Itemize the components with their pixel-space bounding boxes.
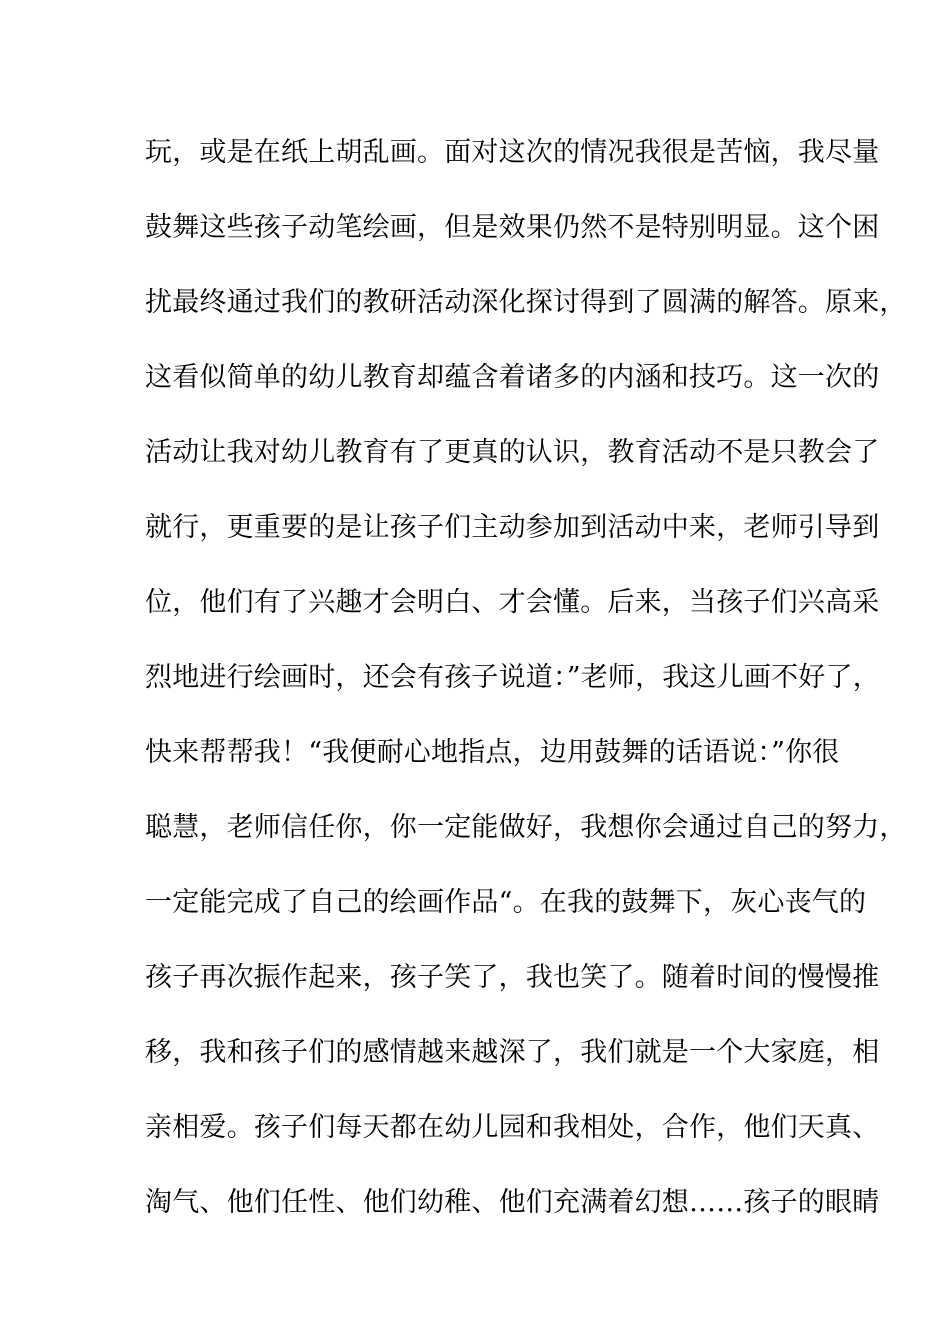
text-line: 这看似简单的幼儿教育却蕴含着诸多的内涵和技巧。这一次的: [145, 362, 880, 393]
text-line: 孩子再次振作起来，孩子笑了，我也笑了。随着时间的慢慢推: [145, 962, 880, 993]
text-line: 烈地进行绘画时，还会有孩子说道：”老师，我这儿画不好了，: [145, 662, 880, 693]
text-line: 位，他们有了兴趣才会明白、才会懂。后来，当孩子们兴高采: [145, 587, 880, 618]
body-text: [145, 128, 907, 1253]
text-line: 活动让我对幼儿教育有了更真的认识，教育活动不是只教会了: [145, 437, 880, 468]
text-line: 扰最终通过我们的教研活动深化探讨得到了圆满的解答。原来，: [145, 287, 907, 318]
text-line: 聪慧，老师信任你，你一定能做好，我想你会通过自己的努力，: [145, 812, 907, 843]
text-line: 移，我和孩子们的感情越来越深了，我们就是一个大家庭，相: [145, 1037, 880, 1068]
text-line: 一定能完成了自己的绘画作品“。在我的鼓舞下，灰心丧气的: [145, 887, 867, 918]
text-line: 淘气、他们任性、他们幼稚、他们充满着幻想……孩子的眼睛: [145, 1187, 880, 1218]
text-line: 就行，更重要的是让孩子们主动参加到活动中来，老师引导到: [145, 512, 880, 543]
text-line: 鼓舞这些孩子动笔绘画，但是效果仍然不是特别明显。这个困: [145, 212, 880, 243]
text-line: 玩，或是在纸上胡乱画。面对这次的情况我很是苦恼，我尽量: [145, 137, 880, 168]
text-line: 亲相爱。孩子们每天都在幼儿园和我相处，合作，他们天真、: [145, 1112, 880, 1143]
text-line: 快来帮帮我！“我便耐心地指点，边用鼓舞的话语说：”你很: [145, 737, 840, 768]
